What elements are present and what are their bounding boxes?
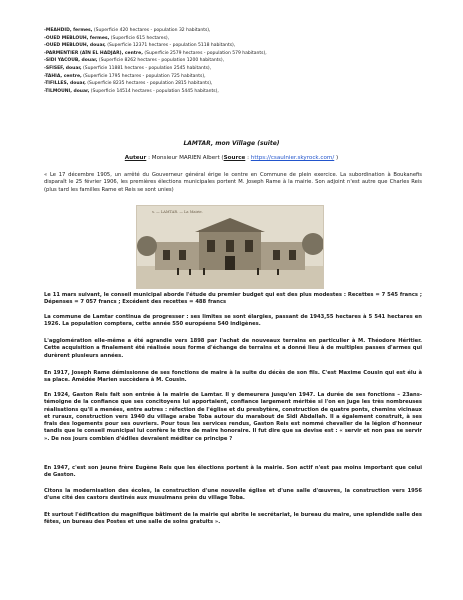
commune-detail: (Superficie 11881 hectares - population 2545 habitants), bbox=[81, 65, 212, 71]
commune-name: -TAHIA, centre, bbox=[44, 73, 82, 79]
mairie-building-image bbox=[137, 206, 323, 288]
author-line bbox=[0, 155, 463, 161]
commune-name: -SIDI YACOUB, douar, bbox=[44, 58, 98, 64]
paragraph-mairie: Et surtout l'édification du magnifique bâtiment de la mairie qui abrite le secrétariat, le bureau du maire, une splendide salle des fêtes, un bureau des Postes et une salle de soins gratuits ». bbox=[44, 512, 422, 526]
commune-item bbox=[44, 35, 344, 43]
paragraph-growth: La commune de Lamtar continua de progresser : ses limites se sont élargies, passant de 1943,55 hectares à 5 541 hectares en 1926. La population comptera, cette année 550 européens 540 indigènes. bbox=[44, 314, 422, 328]
commune-name: -OUED MEBLOUH, douar, bbox=[44, 43, 106, 49]
commune-detail: (Superficie 615 hectares), bbox=[109, 35, 170, 41]
paragraph-agglomeration: L'agglomération elle-même a été agrandie vers 1898 par l'achat de nouveaux terrains en particulier à M. Théodore Héritier. Cette acquisition a finalement été réalisée sous forme d'échange de terrains et a donné lieu à de multiples passes d'armes qui durèrent plusieurs années. bbox=[44, 338, 422, 359]
commune-detail: (Superficie 8262 hectares - population 1200 habitants), bbox=[97, 58, 225, 64]
commune-detail: (Superficie 8235 hectares - population 2815 habitants), bbox=[85, 81, 213, 87]
commune-detail: (Superficie 14514 hectares - population 5445 habitants), bbox=[89, 88, 219, 94]
source-link[interactable]: https://csaulnier.skyrock.com/ bbox=[250, 155, 335, 161]
commune-item bbox=[44, 65, 344, 73]
author-label: Auteur bbox=[124, 155, 147, 161]
source-separator: : bbox=[245, 155, 251, 161]
commune-detail: (Superficie 2579 hectares - population 579 habitants), bbox=[142, 50, 267, 56]
commune-item bbox=[44, 88, 344, 96]
commune-item bbox=[44, 42, 344, 50]
commune-name: -MEAHDID, fermes, bbox=[44, 28, 93, 33]
commune-name: -TILMOUNI, douar, bbox=[44, 88, 90, 94]
paragraph-1917: En 1917, Joseph Rame démissionne de ses fonctions de maire à la suite du décès de son fils. C'est Maxime Cousin qui est élu à sa place. Amédée Marien succèdera à M. Cousin. bbox=[44, 370, 422, 384]
source-label: Source bbox=[223, 155, 246, 161]
commune-detail: (Superficie 12371 hectares - population 5118 habitants), bbox=[105, 43, 236, 49]
author-end: ) bbox=[334, 155, 339, 161]
paragraph-gaston-reis: En 1924, Gaston Reis fait son entrée à la mairie de Lamtar. Il y demeurera jusqu'en 1947. La durée de ses fonctions – 23ans- témoigne de la confiance que ses concitoyens lui apportaient, confiance largement méritée si l'on en juge les très nombreuses réalisations qu'il a menées, entre autres : réfection de l'église et du presbytère, construction de quatre ponts, chemins vicinaux et ruraux, construction vers 1940 du village arabe Toba autour du marabout de Sidi Abdallah. Il a également construit, à ses frais des logements pour ses ouvriers. Pour tous les services rendus, Gaston Reis est nommé chevalier de la légion d'honneur tandis que le conseil municipal lui confère le titre de maire honoraire. Il fut dire que sa devise est : « servir et non pas se servir ». De nos jours combien d'édiles devraient méditer ce principe ? bbox=[44, 392, 422, 442]
commune-item bbox=[44, 57, 344, 65]
commune-item bbox=[44, 73, 344, 81]
commune-detail: (Superficie 420 hectares - population 32 habitants), bbox=[92, 28, 211, 33]
commune-item bbox=[44, 27, 344, 35]
paragraph-budget: Le 11 mars suivant, le conseil municipal aborde l'étude du premier budget qui est des plus modestes : Recettes = 7 545 francs ; Dépenses = 7 057 francs ; Excédent des recettes = 488 francs bbox=[44, 292, 422, 306]
commune-name: -PARMENTIER (AÏN EL HADJAR), centre, bbox=[44, 50, 143, 56]
paragraph-schools: Citons la modernisation des écoles, la construction d'une nouvelle église et d'une salle d'œuvres, la construction vers 1956 d'une cité des castors destinés aux musulmans près du village Toba. bbox=[44, 488, 422, 502]
paragraph-intro: « Le 17 décembre 1905, un arrêté du Gouverneur général érige le centre en Commune de plein exercice. La subordination à Boukanefis disparaît le 25 février 1906, les premières élections municipales portent M. Joseph Rame à la mairie. Son adjoint n'est autre que Charles Reis (plus tard les familles Rame et Reis se sont unies) bbox=[44, 172, 422, 193]
mairie-photo bbox=[136, 205, 324, 289]
commune-list bbox=[44, 27, 344, 95]
commune-name: -OUED MEBLOUH, fermes, bbox=[44, 35, 110, 41]
author-text: : Monsieur MARIEN Albert ( bbox=[146, 155, 224, 161]
commune-detail: (Superficie 1795 hectares - population 725 habitants), bbox=[81, 73, 206, 79]
commune-item bbox=[44, 80, 344, 88]
article-title: LAMTAR, mon Village (suite) bbox=[183, 140, 280, 147]
photo-caption: s. — LAMTAR. — La Mairie. bbox=[152, 210, 203, 214]
commune-name: -TIFILLES, douar, bbox=[44, 81, 86, 87]
paragraph-eugene-reis: En 1947, c'est son jeune frère Eugène Reis que les élections portent à la mairie. Son actif n'est pas moins important que celui de Gaston. bbox=[44, 465, 422, 479]
commune-name: -SFISEF, douar, bbox=[44, 65, 82, 71]
commune-item bbox=[44, 50, 344, 58]
